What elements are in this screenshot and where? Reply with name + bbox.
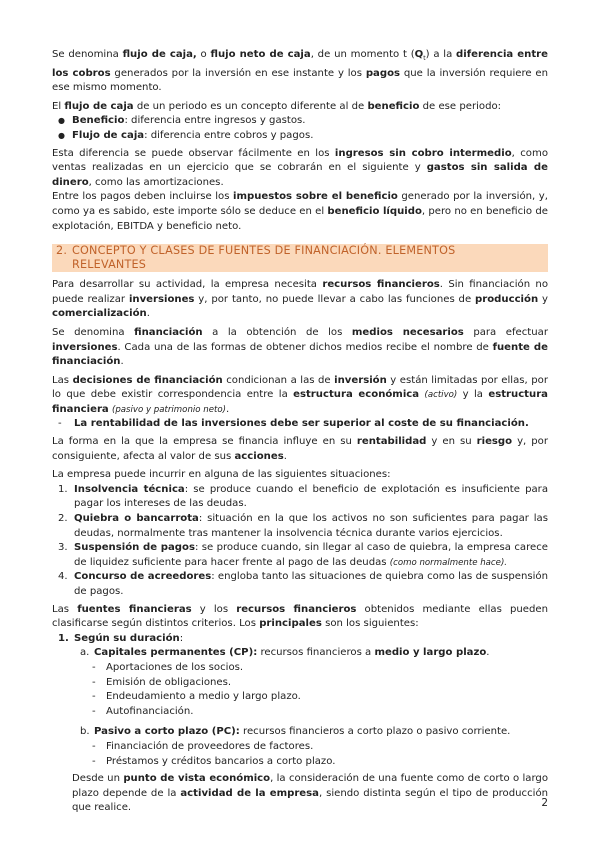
text: . [225,403,230,415]
bold-statement: La rentabilidad de las inversiones debe ser superior al coste de su financiación. [74,418,529,430]
paragraph-situaciones: La empresa puede incurrir en alguna de las siguientes situaciones: [52,469,391,481]
list-item [52,129,548,144]
bold-term: flujo de caja [64,100,134,112]
list-number: 2. [58,513,68,525]
text: . [146,308,150,320]
text: de un periodo es un concepto diferente al de [133,100,368,112]
paragraph-impuestos [52,190,548,234]
sublist-cp [80,646,548,769]
text: : [179,632,184,644]
text: condicionan a las de [222,374,335,386]
text: El [52,100,65,112]
bold-term: rentabilidad [356,436,427,448]
dash-list [80,740,548,769]
bold-term: financiación [134,326,203,338]
text: a la obtención de los [202,326,352,338]
bold-term: diferencia entre los cobros [52,49,548,79]
text: : diferencia entre ingresos y gastos. [124,115,306,127]
document-page [52,48,548,820]
text: generado por la inversión, y, como ya es sabido, este importe sólo se deduce en el [52,191,548,217]
text: que la inversión requiere en ese mismo momento. [52,67,549,94]
bold-term: fuente de financiación [52,341,548,368]
heading-number: 2. [56,244,68,258]
text: Entre los pagos deben incluirse los [52,191,234,203]
list-number: 3. [58,542,68,554]
bold-term: Quiebra o bancarrota [74,513,199,525]
dash-list [80,661,548,719]
text: . Sin financiación no puede realizar [52,279,549,305]
bold-term: impuestos sobre el beneficio [233,191,398,203]
list-item: - Emisión de obligaciones. [80,676,548,691]
text: y en su [426,436,477,448]
bold-term: Pasivo a corto plazo (PC): [94,726,240,738]
list-item: - Aportaciones de los socios. [80,661,548,676]
page-number: 2 [541,797,548,809]
section-heading [52,244,548,272]
text: . [120,356,124,368]
text: , la consideración de una fuente como de corto o largo plazo depende de la [72,773,549,799]
list-item: - Préstamos y créditos bancarios a corto plazo. [80,755,548,770]
list-item [52,512,548,541]
text: generados por la inversión en ese instante y los [110,67,366,79]
numbered-list [52,483,548,600]
text: ) a la [425,49,457,60]
list-letter: b. [80,726,90,738]
bold-term: flujo neto de caja [210,49,311,60]
list-item [52,541,548,570]
list-item [52,570,548,599]
note: (como normalmente hace). [389,557,508,568]
bold-term: fuentes financieras [77,603,192,615]
text: o [196,49,211,60]
list-item [52,483,548,512]
list-item: - Endeudamiento a medio y largo plazo. [80,690,548,705]
text: recursos financieros a [257,647,375,659]
bold-term: estructura financiera [52,389,548,415]
bold-term: decisiones de financiación [72,374,223,386]
text: y [538,293,548,305]
text: . [486,647,490,659]
text: Las [52,374,73,386]
bold-term: recursos financieros [322,279,440,291]
bold-term: inversiones [128,293,195,305]
bold-term: comercialización [52,308,147,320]
list-item [52,417,548,432]
text: Las [52,603,78,615]
list-letter: a. [80,647,90,659]
bold-term: acciones [234,450,284,462]
bullet-list [52,114,548,143]
list-number: 1. [58,483,68,495]
paragraph-periodo [52,100,548,115]
list-number: 4. [58,571,68,583]
bold-term: inversiones [52,341,118,353]
text: . Cada una de las formas de obtener dichos medios recibe el nombre de [117,341,493,353]
text: : diferencia entre cobros y pagos. [144,129,314,141]
text: Desde un [72,773,124,785]
paragraph-diferencia [52,147,548,191]
bold-term: actividad de la empresa [180,787,319,799]
list-item [52,114,548,129]
text: Esta diferencia se puede observar fácilmente en los [52,147,335,159]
paragraph-flujo-caja [52,48,548,96]
text: y, por consiguiente, afecta al valor de sus [52,436,548,462]
bold-term: gastos sin salida de dinero [52,162,549,188]
bold-term: Suspensión de pagos [74,542,195,554]
bold-term: riesgo [476,436,513,448]
paragraph-financiacion [52,326,548,370]
text: Se denomina [52,49,123,60]
bold-term: Según su duración [74,632,180,644]
heading-text: CONCEPTO Y CLASES DE FUENTES DE FINANCIACIÓN. ELEMENTOS [72,244,456,258]
paragraph-fuentes [52,603,548,632]
bold-term: principales [259,618,322,630]
list-item: - Financiación de proveedores de factores. [80,740,548,755]
text: de ese periodo: [419,100,502,112]
bold-term: producción [475,293,539,305]
bold-term: recursos financieros [236,603,357,615]
text: , como ventas realizadas en un ejercicio que se cobrarán en el siguiente y [52,147,548,174]
text: : se produce cuando, sin llegar al caso de quiebra, la empresa carece de liquidez suficiente para hacer frente al pago de las deudas [74,542,548,568]
text: obtenidos mediante ellas pueden clasificarse según distintos criterios. Los [52,603,548,630]
bold-term: flujo de caja, [122,49,197,60]
bold-term: beneficio [367,100,420,112]
text: , siendo distinta según el tipo de producción que realice. [72,787,549,814]
paragraph-economico [72,772,548,816]
bold-term: Concurso de acreedores [74,571,212,583]
bold-term: punto de vista económico [123,773,271,785]
text: Para desarrollar su actividad, la empresa necesita [52,279,323,291]
bold-term: estructura económica [293,389,420,401]
subscript: t [423,55,426,63]
list-item: - Autofinanciación. [80,705,548,720]
bold-term: ingresos sin cobro intermedio [334,147,512,159]
sublist-title [80,725,548,740]
bold-term: medio y largo plazo [374,647,487,659]
text: , pero no en beneficio de explotación, EBITDA y beneficio neto. [52,205,548,232]
text: : engloba tanto las situaciones de quiebra como las de suspensión de pagos. [74,571,548,598]
text: . [283,450,287,462]
bold-term: Beneficio [72,115,125,127]
bold-term: Q [414,49,424,60]
paragraph-decisiones [52,374,548,418]
text: , como las amortizaciones. [88,176,224,188]
sublist-title [80,646,548,661]
text: : situación en la que los activos no son suficientes para pagar las deudas, normalmente tras mantener la insolvencia técnica durante varios ejercicios. [74,513,549,539]
text: , de un momento t ( [310,49,415,60]
text: son los siguientes: [321,618,419,630]
text: : se produce cuando el beneficio de explotación es insuficiente para pagar los intereses de las deudas. [74,483,549,510]
bold-term: Flujo de caja [72,129,145,141]
bold-term: inversión [334,374,387,386]
heading-text-continued: RELEVANTES [72,258,147,272]
text: para efectuar [463,326,548,338]
text: y la [457,389,489,401]
paragraph-actividad [52,278,548,322]
text: y están limitadas por ellas, por lo que debe existir correspondencia entre la [52,374,548,401]
text: y, por tanto, no puede llevar a cabo las funciones de [194,293,476,305]
bold-term: Capitales permanentes (CP): [94,647,258,659]
text: La forma en la que la empresa se financia influye en su [52,436,357,448]
note: (activo) [424,390,458,401]
bold-term: beneficio líquido [327,205,422,217]
text: Se denomina [52,326,135,338]
note: (pasivo y patrimonio neto) [111,404,226,415]
bold-term: Insolvencia técnica [74,483,185,495]
text: recursos financieros a corto plazo o pasivo corriente. [239,726,511,738]
criterion-heading [52,632,548,647]
dash-list [52,417,548,432]
text: y los [191,603,237,615]
paragraph-forma [52,435,548,464]
bold-term: pagos [365,67,401,79]
bold-term: medios necesarios [351,326,464,338]
list-number: 1. [58,632,69,644]
